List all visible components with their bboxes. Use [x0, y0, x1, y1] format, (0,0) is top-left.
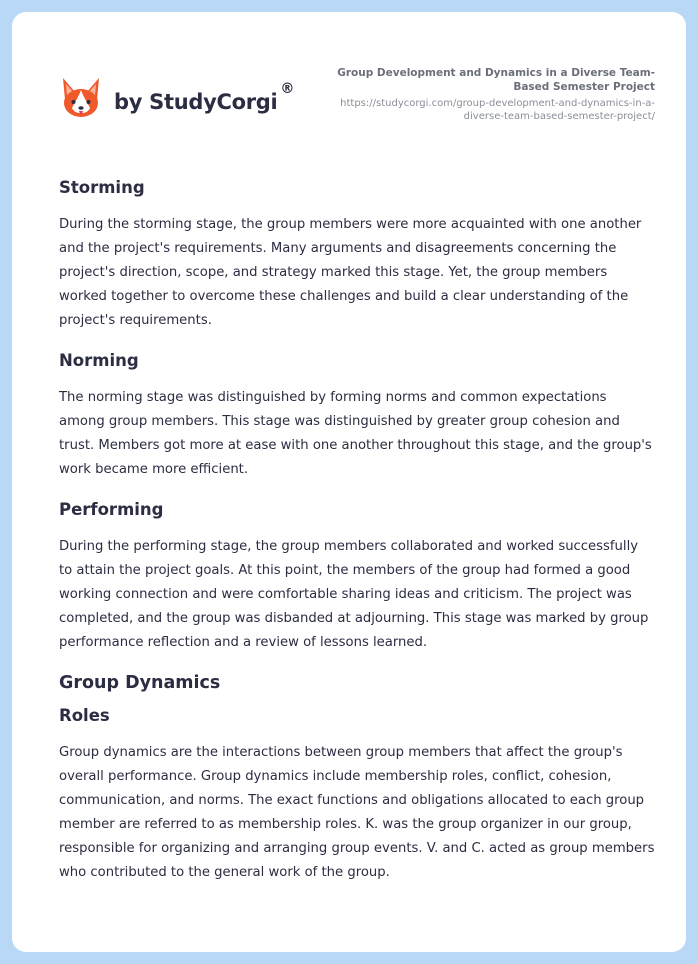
document-title: Group Development and Dynamics in a Diverse Team-Based Semester Project	[337, 67, 655, 93]
heading-performing: Performing	[59, 500, 164, 519]
heading-roles: Roles	[59, 706, 110, 725]
page-header	[12, 12, 686, 152]
document-meta	[315, 66, 655, 123]
brand-name: by StudyCorgi	[114, 90, 278, 114]
paragraph-performing: During the performing stage, the group members collaborated and worked successfully to attain the project goals. At this point, the members of the group had formed a good working connection and were comfortable sharing ideas and criticism. The project was completed, and the group was disbanded at adjourning. This stage was marked by group performance reflection and a review of lessons learned.	[59, 539, 649, 650]
document-url[interactable]: https://studycorgi.com/group-development-and-dynamics-in-a-diverse-team-based-semester-project/	[340, 98, 655, 122]
heading-group-dynamics: Group Dynamics	[59, 673, 221, 693]
paragraph-roles: Group dynamics are the interactions between group members that affect the group's overall performance. Group dynamics include membership roles, conflict, cohesion, communication, and norms. The exact functions and obligations allocated to each group member are referred to as membership roles. K. was the group organizer in our group, responsible for organizing and arranging group events. V. and C. acted as group members who contributed to the general work of the group.	[59, 745, 655, 880]
paragraph-storming: During the storming stage, the group members were more acquainted with one another and the project's requirements. Many arguments and disagreements concerning the project's direction, scope, and strategy marked this stage. Yet, the group members worked together to overcome these challenges and build a clear understanding of the project's requirements.	[59, 217, 642, 328]
heading-storming: Storming	[59, 178, 145, 197]
heading-norming: Norming	[59, 351, 139, 370]
corgi-icon	[60, 76, 102, 122]
paragraph-norming: The norming stage was distinguished by forming norms and common expectations among group members. This stage was distinguished by greater group cohesion and trust. Members got more at ease with one another throughout this stage, and the group's work became more efficient.	[59, 390, 652, 477]
studycorgi-logo[interactable]	[60, 76, 294, 122]
document-page	[12, 12, 686, 952]
registered-mark: ®	[280, 81, 295, 97]
document-body	[59, 174, 655, 885]
